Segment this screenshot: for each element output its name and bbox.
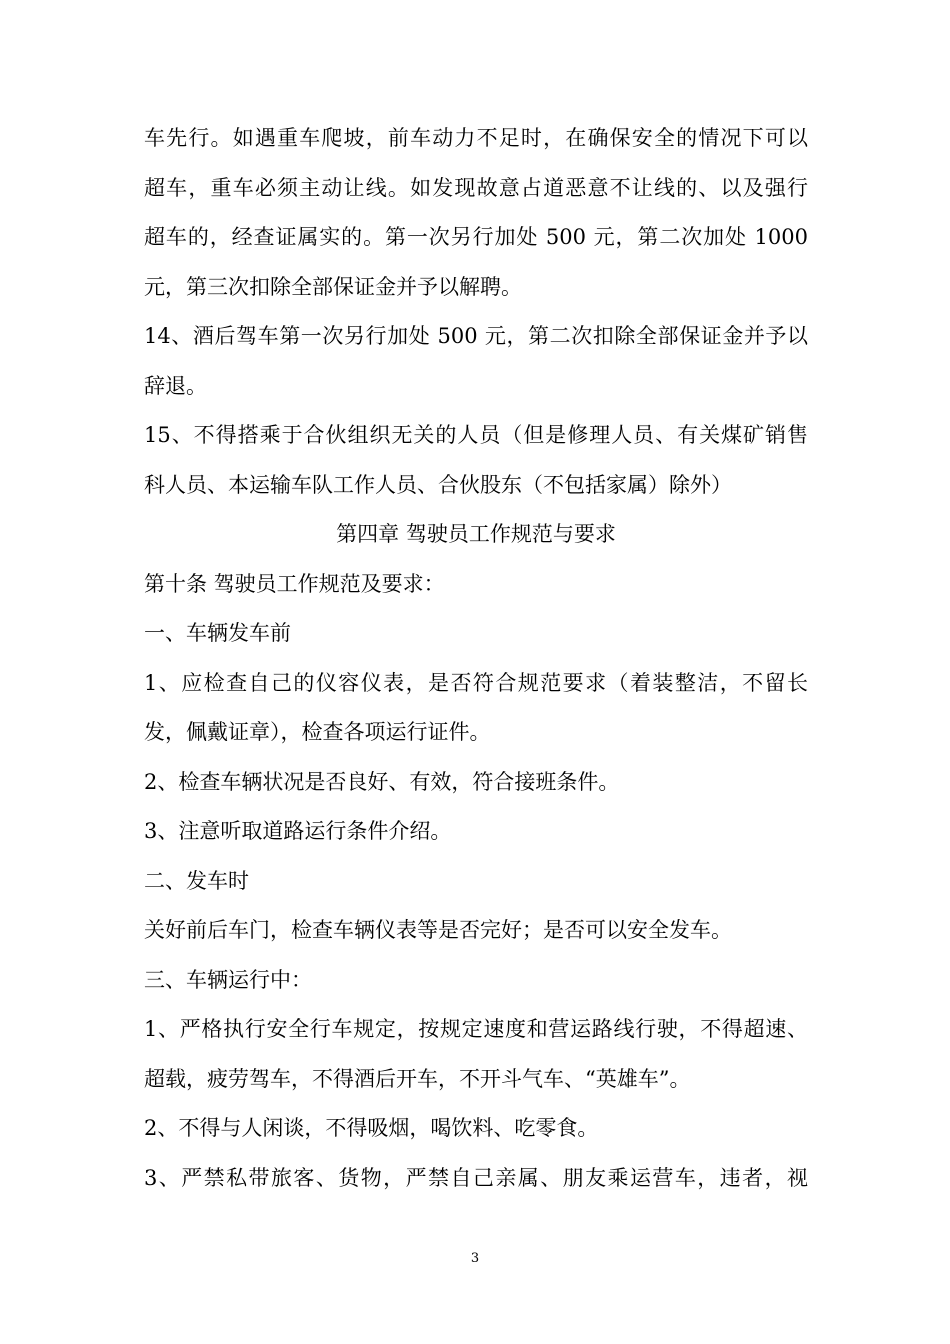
text-line: 辞退。 — [144, 373, 207, 398]
section-heading: 一、车辆发车前 — [144, 621, 291, 645]
text-line: 1、严格执行安全行车规定，按规定速度和营运路线行驶，不得超速、 — [144, 1017, 808, 1041]
text-line: 车先行。如遇重车爬坡，前车动力不足时，在确保安全的情况下可以 — [144, 126, 808, 150]
text-line: 超车，重车必须主动让线。如发现故意占道恶意不让线的、以及强行 — [144, 175, 808, 200]
page-number: 3 — [470, 1251, 480, 1266]
text-line: 关好前后车门，检查车辆仪表等是否完好；是否可以安全发车。 — [144, 918, 732, 942]
text-line: 发，佩戴证章），检查各项运行证件。 — [144, 720, 491, 744]
text-line: 15、不得搭乘于合伙组织无关的人员（但是修理人员、有关煤矿销售 — [144, 423, 808, 447]
section-heading: 三、车辆运行中： — [144, 967, 312, 992]
text-line: 超载，疲劳驾车，不得酒后开车，不开斗气车、“英雄车”。 — [144, 1066, 691, 1091]
text-line: 2、不得与人闲谈，不得吸烟，喝饮料、吃零食。 — [144, 1116, 599, 1140]
text-line: 科人员、本运输车队工作人员、合伙股东（不包括家属）除外） — [144, 472, 732, 497]
section-heading: 二、发车时 — [144, 868, 249, 893]
text-line: 元，第三次扣除全部保证金并予以解聘。 — [144, 274, 522, 299]
text-line: 3、严禁私带旅客、货物，严禁自己亲属、朋友乘运营车，违者，视 — [144, 1165, 808, 1190]
chapter-heading: 第四章 驾驶员工作规范与要求 — [336, 522, 616, 546]
text-line: 14、酒后驾车第一次另行加处 500 元，第二次扣除全部保证金并予以 — [144, 324, 808, 348]
text-line: 超车的，经查证属实的。第一次另行加处 500 元，第二次加处 1000 — [144, 225, 808, 249]
text-line: 3、注意听取道路运行条件介绍。 — [144, 819, 452, 843]
article-heading: 第十条 驾驶员工作规范及要求： — [144, 571, 445, 596]
text-line: 1、应检查自己的仪容仪表，是否符合规范要求（着装整洁，不留长 — [144, 670, 808, 695]
text-line: 2、检查车辆状况是否良好、有效，符合接班条件。 — [144, 769, 620, 794]
document-body — [144, 114, 808, 1203]
